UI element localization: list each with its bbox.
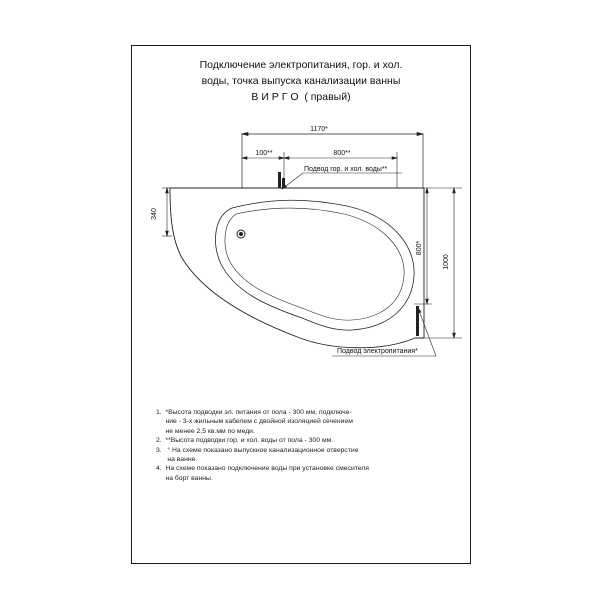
model-name: В И Р Г О bbox=[251, 91, 299, 103]
dim-left-offset-label: 100** bbox=[255, 150, 273, 157]
title-line-2: воды, точка выпуска канализации ванны bbox=[201, 75, 401, 87]
bathtub-bowl-inner bbox=[225, 208, 404, 320]
title-line-1: Подключение электропитания, гор. и хол. bbox=[199, 59, 403, 71]
bathtub-outer-rim bbox=[170, 188, 424, 348]
water-supply-leader bbox=[282, 173, 402, 189]
dim-right bbox=[402, 188, 462, 338]
dim-pipe-span-label: 800** bbox=[333, 150, 351, 157]
bathtub-plan-drawing bbox=[132, 46, 472, 565]
water-supply-label: Подвод гор. и хол. воды** bbox=[304, 166, 388, 173]
dim-right-inner-label: 800* bbox=[416, 240, 423, 256]
note-line: 4. На схеме показано подключение воды при установке смесителя bbox=[156, 465, 369, 473]
bathtub-bowl-outer bbox=[216, 200, 415, 330]
note-line: на борт ванны. bbox=[156, 474, 213, 482]
note-line: 3. ° На схеме показано выпускное канализационное отверстие bbox=[156, 446, 359, 454]
dim-right-overall-label: 1000 bbox=[443, 254, 450, 270]
note-line: ние - 3-х жильным кабелем с двойной изоляцией сечением bbox=[156, 418, 353, 426]
note-line: 1. *Высота подводки эл. питания от пола - 300 мм, подключе- bbox=[156, 409, 352, 416]
drawing-sheet bbox=[131, 45, 471, 564]
drain-outlet-icon bbox=[237, 230, 245, 238]
dim-overall-label: 1170* bbox=[310, 126, 328, 133]
power-supply-label: Подвод электропитания* bbox=[337, 348, 418, 355]
note-line: не менее 2,5 кв.мм по меди. bbox=[156, 427, 255, 435]
notes-block bbox=[156, 408, 436, 483]
dim-left-depth-label: 340 bbox=[151, 208, 158, 220]
dim-overall bbox=[242, 132, 423, 188]
note-line: на ванне. bbox=[156, 456, 198, 464]
note-line: 2. **Высота подводки гор. и хол. воды от пола - 300 мм. bbox=[156, 437, 334, 445]
model-variant: ( правый) bbox=[304, 91, 351, 103]
